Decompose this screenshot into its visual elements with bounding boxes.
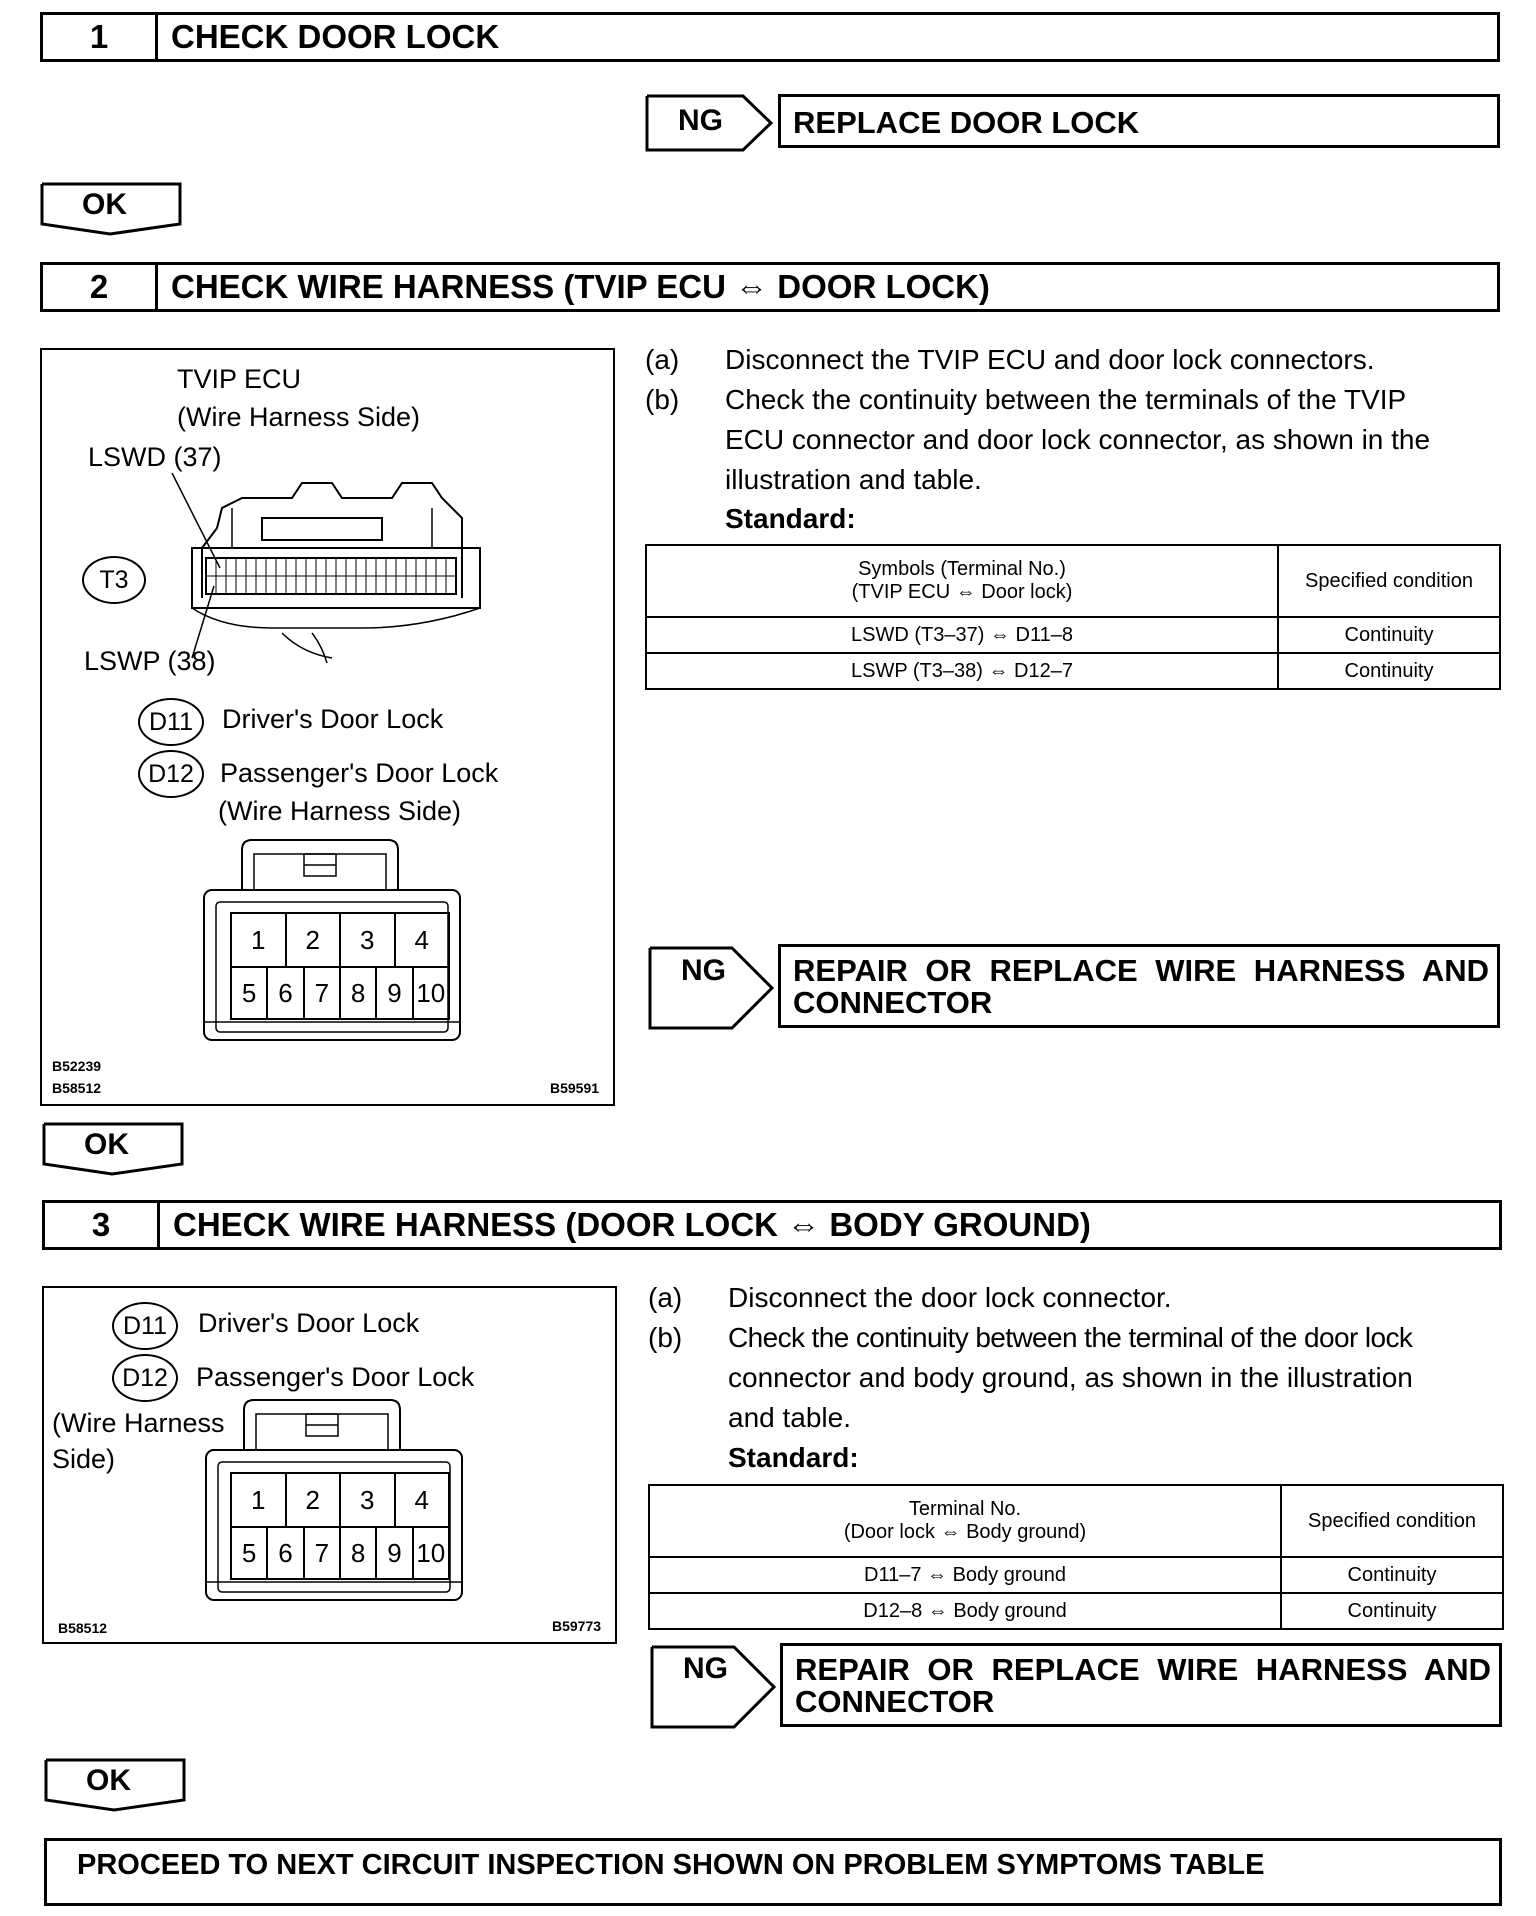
pin-8: 8 (341, 1528, 377, 1578)
step-3-number: 3 (45, 1203, 160, 1247)
table-header-terminal-line1: Symbols (Terminal No.) (858, 558, 1066, 580)
fig-3-code-2: B59773 (552, 1618, 602, 1634)
table3-row-2-terminal: D12–8 ⇔ Body ground (649, 1593, 1281, 1629)
table3-row-2-condition: Continuity (1281, 1593, 1503, 1629)
step-2-instruction-b (645, 380, 1505, 500)
step-1-header (40, 12, 1500, 62)
pin-7: 7 (305, 968, 341, 1018)
table3-row-1-terminal: D11–7 ⇔ Body ground (649, 1557, 1281, 1593)
pin-6: 6 (268, 968, 304, 1018)
d12-label: Passenger's Door Lock (220, 758, 499, 788)
d11-label: Driver's Door Lock (222, 704, 444, 734)
table-row-1-terminal: LSWD (T3–37) ⇔ D11–8 (646, 617, 1278, 653)
pin-10: 10 (416, 977, 446, 1008)
d11-circle (138, 698, 204, 746)
table3-header-terminal-line1: Terminal No. (908, 1498, 1022, 1520)
instr-b-line-3: illustration and table. (725, 464, 982, 495)
step-2-instruction-a (645, 340, 1505, 380)
fig-code-2: B58512 (52, 1080, 102, 1096)
d11-label-3: Driver's Door Lock (198, 1308, 420, 1338)
step-1-ng-action-text: REPLACE DOOR LOCK (793, 105, 1140, 140)
fig-3-code-1: B58512 (58, 1620, 108, 1636)
instr3-b-label: (b) (648, 1322, 683, 1353)
pin-9: 9 (377, 1528, 413, 1578)
pin-8: 8 (341, 968, 377, 1018)
table-header-terminal-line2: (TVIP ECU ⇔ Door lock) (851, 581, 1073, 603)
d12-circle-3 (112, 1354, 178, 1402)
d11-circle-3 (112, 1302, 178, 1350)
step-3-ng-label: NG (683, 1652, 728, 1685)
t3-circle (82, 556, 146, 604)
instr-b-line-2: ECU connector and door lock connector, as shown in the (725, 424, 1431, 455)
table-row-1-condition: Continuity (1278, 617, 1500, 653)
table-row-2-terminal: LSWP (T3–38) ⇔ D12–7 (646, 653, 1278, 689)
pin-6: 6 (268, 1528, 304, 1578)
d12-label-3: Passenger's Door Lock (196, 1362, 475, 1392)
step-3-ok-label: OK (86, 1764, 131, 1797)
d12-text-3: D12 (122, 1363, 168, 1392)
step-3-ng-action-line1: REPAIR OR REPLACE WIRE HARNESS AND (795, 1652, 1491, 1687)
step-3-spec-table (648, 1484, 1504, 1630)
step-3-ng-action (780, 1643, 1502, 1727)
step-2-spec-table (645, 544, 1501, 690)
pin-2: 2 (287, 914, 342, 966)
final-proceed-text: PROCEED TO NEXT CIRCUIT INSPECTION SHOWN ON PROBLEM SYMPTOMS TABLE (77, 1849, 1265, 1881)
pin-4: 4 (414, 1484, 429, 1515)
instr3-a-text: Disconnect the door lock connector. (728, 1282, 1172, 1313)
step-1-number: 1 (43, 15, 158, 59)
step-1-ng-label: NG (678, 104, 723, 137)
step-3-pin-grid (230, 1472, 450, 1582)
table3-header-terminal (649, 1485, 1281, 1557)
step-2-figure (40, 348, 615, 1106)
ecu-connector-drawing (162, 468, 502, 668)
pin-3: 3 (341, 1474, 396, 1526)
side-line-1: (Wire Harness (52, 1408, 225, 1438)
instr-a-text: Disconnect the TVIP ECU and door lock connectors. (725, 344, 1375, 375)
step-2-ng-action (778, 944, 1500, 1028)
pin-1: 1 (232, 914, 287, 966)
instr-b-line-1: Check the continuity between the terminals of the TVIP (725, 384, 1407, 415)
step-1-ng-action (778, 94, 1500, 148)
step-2-header (40, 262, 1500, 312)
d12-text: D12 (148, 759, 194, 788)
pin-7: 7 (305, 1528, 341, 1578)
step-1-ok-label: OK (82, 188, 127, 221)
d11-text: D11 (148, 707, 193, 736)
step-2-pin-grid (230, 912, 450, 1022)
pin-2: 2 (287, 1474, 342, 1526)
instr3-b-line-1: Check the continuity between the terminal of the door lock (728, 1322, 1413, 1353)
table-header-condition: Specified condition (1278, 545, 1500, 617)
table3-row-1-condition: Continuity (1281, 1557, 1503, 1593)
pin-9: 9 (377, 968, 413, 1018)
side-line-2: Side) (52, 1444, 116, 1474)
ecu-side: (Wire Harness Side) (177, 402, 421, 432)
pin-5: 5 (232, 1528, 268, 1578)
step-3-standard: Standard: (728, 1442, 859, 1473)
d12-side: (Wire Harness Side) (218, 796, 462, 826)
step-2-ok-label: OK (84, 1128, 129, 1161)
pin-1: 1 (232, 1474, 287, 1526)
lswp-label: LSWP (38) (84, 646, 216, 676)
final-proceed-box (44, 1838, 1502, 1906)
pin-4: 4 (414, 924, 429, 955)
step-3-figure (42, 1286, 617, 1644)
step-3-header (42, 1200, 1502, 1250)
lswd-label: LSWD (37) (88, 442, 222, 472)
instr-b-label: (b) (645, 384, 680, 415)
step-2-number: 2 (43, 265, 158, 309)
fig-code-3: B59591 (550, 1080, 600, 1096)
d11-text-3: D11 (122, 1311, 167, 1340)
instr3-b-line-2: connector and body ground, as shown in the illustration (728, 1362, 1413, 1393)
d12-circle (138, 750, 204, 798)
step-3-instruction-b (648, 1318, 1508, 1438)
t3-text: T3 (99, 565, 129, 594)
table-row-2-condition: Continuity (1278, 653, 1500, 689)
step-3-instruction-a (648, 1278, 1508, 1318)
step-1-title: CHECK DOOR LOCK (171, 18, 500, 55)
step-2-ng-action-line1: REPAIR OR REPLACE WIRE HARNESS AND (793, 953, 1489, 988)
fig-code-1: B52239 (52, 1058, 102, 1074)
step-2-title: CHECK WIRE HARNESS (TVIP ECU ⇔ DOOR LOCK) (171, 268, 990, 305)
step-2-ng-action-line2: CONNECTOR (793, 985, 993, 1020)
step-3-title: CHECK WIRE HARNESS (DOOR LOCK ⇔ BODY GROUND) (173, 1206, 1091, 1243)
step-2-standard: Standard: (725, 503, 856, 534)
instr3-a-label: (a) (648, 1282, 683, 1313)
instr-a-label: (a) (645, 344, 680, 375)
table3-header-terminal-line2: (Door lock ⇔ Body ground) (843, 1521, 1087, 1543)
pin-10: 10 (416, 1537, 446, 1568)
step-3-ng-action-line2: CONNECTOR (795, 1684, 995, 1719)
pin-5: 5 (232, 968, 268, 1018)
ecu-title: TVIP ECU (177, 364, 302, 394)
table3-header-condition: Specified condition (1281, 1485, 1503, 1557)
table-header-terminal (646, 545, 1278, 617)
instr3-b-line-3: and table. (728, 1402, 851, 1433)
step-2-ng-label: NG (681, 954, 726, 987)
pin-3: 3 (341, 914, 396, 966)
